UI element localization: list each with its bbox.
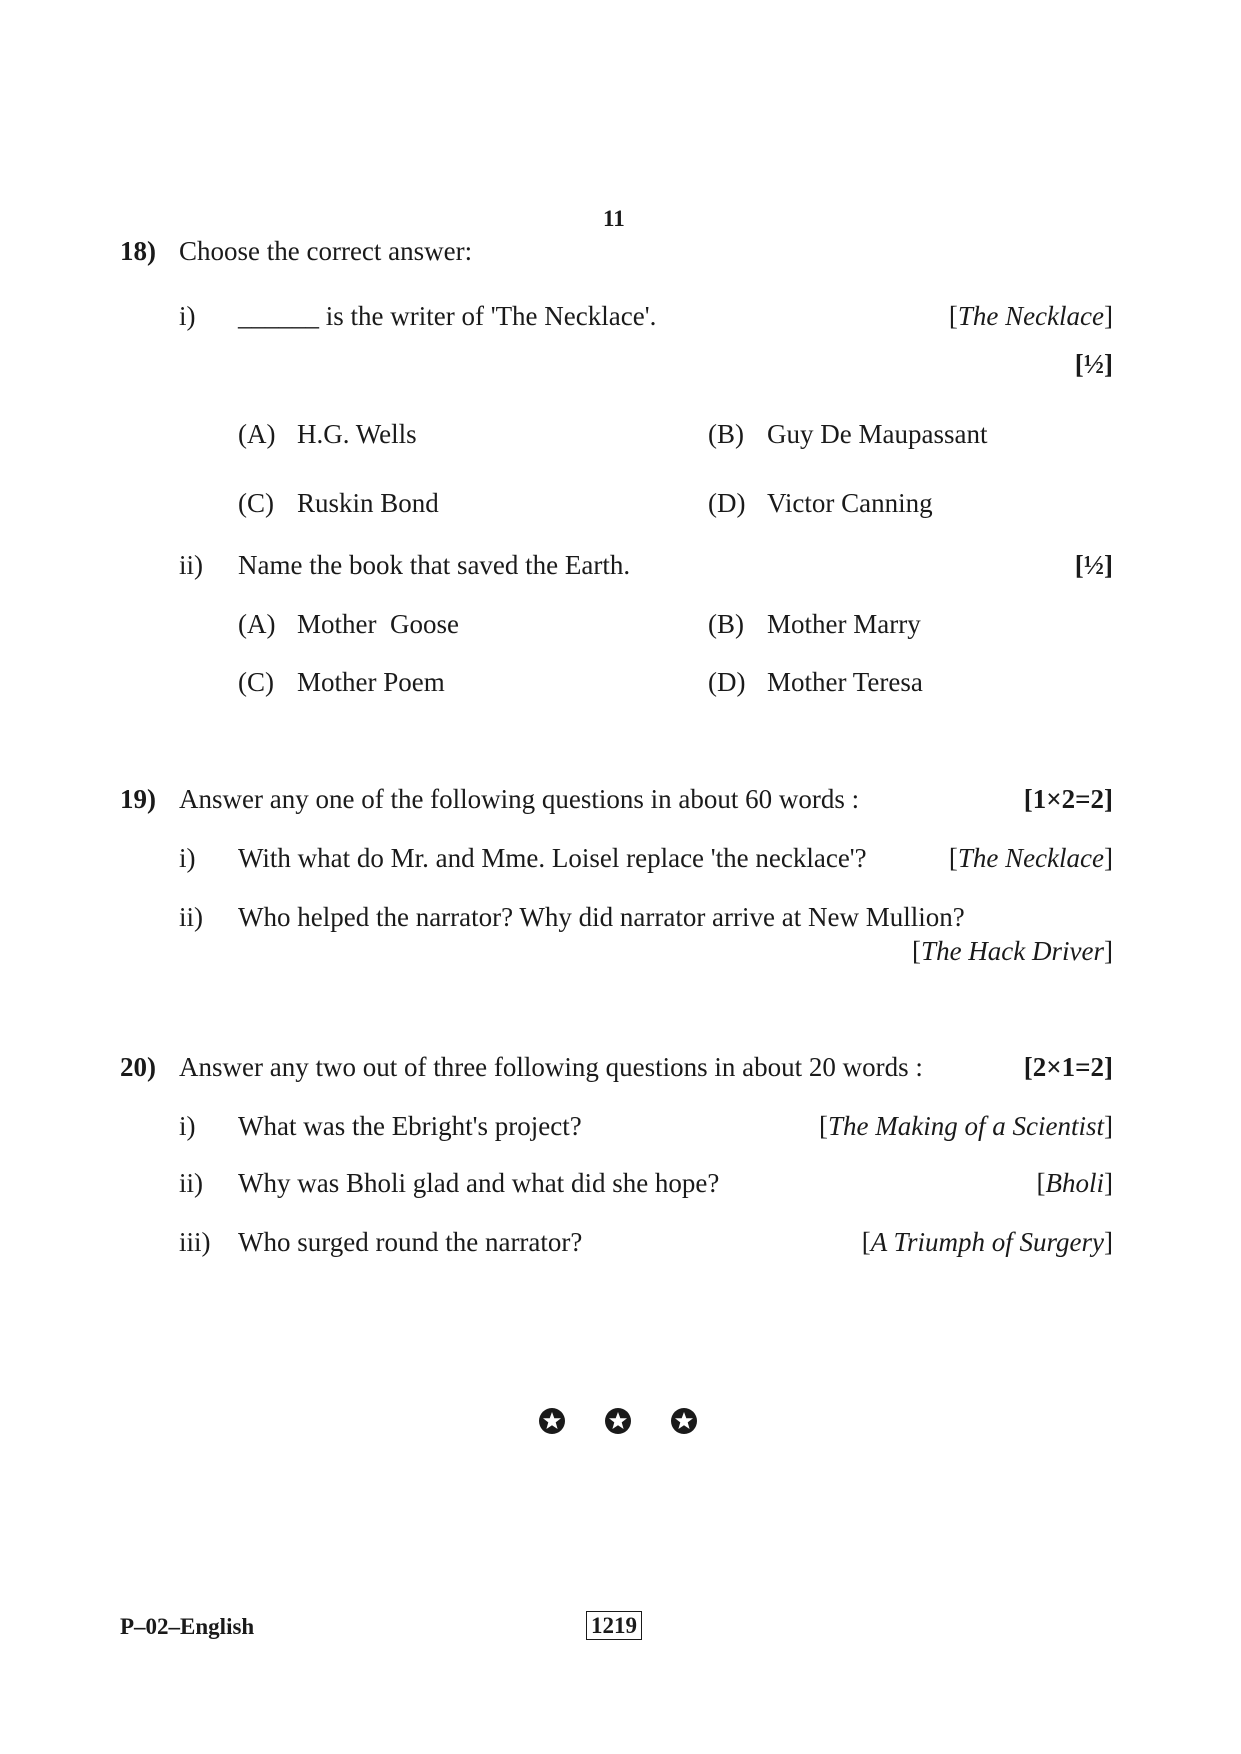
q18-ii-option-text: Mother Poem [297,667,445,697]
q18-ii-label: ii) [179,550,203,580]
q19-i-text: With what do Mr. and Mme. Loisel replace 'the necklace'? [238,843,867,873]
q18-ii-option-letter: (D) [708,667,746,697]
paper-code: P–02–English [120,1614,255,1639]
star-icon [605,1408,631,1434]
q19-i-reference: [The Necklace] [948,843,1113,873]
star-icon [671,1408,697,1434]
q20-iii-label: iii) [179,1227,211,1257]
q18-i-option-text: Ruskin Bond [297,488,439,518]
q18-i-option-letter: (D) [708,488,746,518]
q20-ii-text: Why was Bholi glad and what did she hope? [238,1168,720,1198]
q18-i-reference: [The Necklace] [948,301,1113,331]
q19-ii-reference: [The Hack Driver] [912,936,1113,966]
q18-ii-option-text: Mother Goose [297,609,459,639]
q19-prompt: Answer any one of the following questions in about 60 words : [179,784,860,814]
q18-i-option-text: Victor Canning [767,488,933,518]
q18-number: 18) [120,236,156,266]
end-of-paper-stars [539,1408,697,1434]
q20-i-reference: [The Making of a Scientist] [819,1111,1113,1141]
q20-prompt: Answer any two out of three following questions in about 20 words : [179,1052,923,1082]
footer-page-box: 1219 [586,1611,642,1640]
q20-ii-ref: Bholi [1045,1168,1104,1198]
q19-ii-text: Who helped the narrator? Why did narrator arrive at New Mullion? [238,902,965,932]
q20-marks: [2×1=2] [1023,1052,1113,1082]
q19-i-ref: The Necklace [957,843,1104,873]
q18-ii-marks: [½] [1074,550,1113,580]
q18-ii-option-text: Mother Marry [767,609,921,639]
star-icon [539,1408,565,1434]
q18-i-marks: [½] [1074,349,1113,379]
q18-prompt: Choose the correct answer: [179,236,473,266]
q19-ii-ref: The Hack Driver [921,936,1104,966]
q18-i-option-text: Guy De Maupassant [767,419,988,449]
q20-iii-reference: [A Triumph of Surgery] [861,1227,1113,1257]
q19-number: 19) [120,784,156,814]
q18-ii-text: Name the book that saved the Earth. [238,550,631,580]
q20-i-label: i) [179,1111,196,1141]
q20-i-text: What was the Ebright's project? [238,1111,582,1141]
q18-ii-option-letter: (B) [708,609,744,639]
q18-i-option-letter: (B) [708,419,744,449]
q20-iii-ref: A Triumph of Surgery [870,1227,1104,1257]
q18-i-ref: The Necklace [957,301,1104,331]
q19-marks: [1×2=2] [1023,784,1113,814]
q20-iii-text: Who surged round the narrator? [238,1227,583,1257]
q20-number: 20) [120,1052,156,1082]
q19-ii-label: ii) [179,902,203,932]
q18-i-option-text: H.G. Wells [297,419,417,449]
q20-ii-label: ii) [179,1168,203,1198]
q18-i-label: i) [179,301,196,331]
q19-i-label: i) [179,843,196,873]
q18-ii-option-text: Mother Teresa [767,667,923,697]
q18-i-option-letter: (A) [238,419,276,449]
q18-ii-option-letter: (C) [238,667,274,697]
page-number: 11 [603,206,625,231]
q20-i-ref: The Making of a Scientist [828,1111,1104,1141]
q18-ii-option-letter: (A) [238,609,276,639]
q18-i-text: ______ is the writer of 'The Necklace'. [238,301,657,331]
q18-i-option-letter: (C) [238,488,274,518]
q20-ii-reference: [Bholi] [1036,1168,1113,1198]
